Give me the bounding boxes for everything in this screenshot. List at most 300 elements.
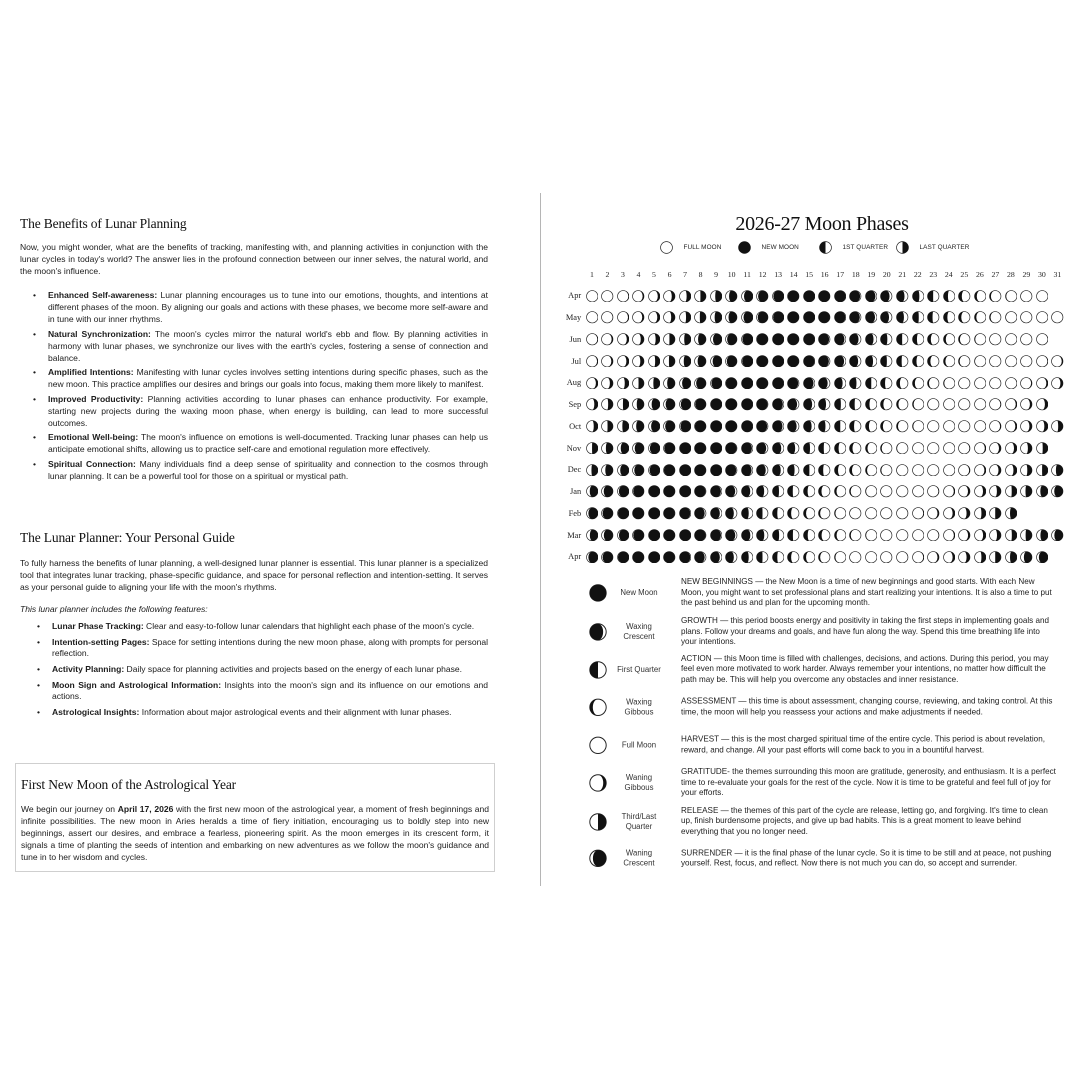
moon-day-cell	[910, 503, 926, 525]
day-number: 7	[683, 269, 687, 279]
moon-day-cell	[910, 285, 926, 307]
moon-phase-icon	[849, 311, 862, 324]
moon-phase-icon	[679, 507, 692, 520]
moon-phase-icon	[1036, 420, 1049, 433]
moon-phase-icon	[741, 355, 754, 368]
moon-day-cell	[801, 307, 817, 329]
moon-phase-icon	[958, 485, 971, 498]
moon-phase-icon	[958, 333, 971, 346]
moon-day-cell	[941, 285, 957, 307]
moon-day-cell	[724, 503, 740, 525]
moon-phase-icon	[974, 464, 987, 477]
moon-phase-icon	[958, 464, 971, 477]
moon-day-cell	[863, 307, 879, 329]
moon-day-cell	[662, 524, 678, 546]
moon-phase-icon	[943, 290, 956, 303]
moon-day-cell	[972, 437, 988, 459]
phase-row-waxing-crescent	[589, 616, 1059, 648]
moon-day-cell	[941, 437, 957, 459]
moon-shadow	[695, 464, 706, 475]
day-number: 25	[960, 269, 969, 279]
month-label: Aug	[566, 378, 582, 388]
features-intro: This lunar planner includes the following features:	[20, 604, 208, 614]
moon-phase-icon	[741, 464, 754, 477]
moon-phase-icon	[694, 529, 707, 542]
moon-shadow	[757, 508, 763, 519]
list-item	[20, 621, 488, 632]
day-number: 17	[836, 269, 845, 279]
phase-label-line: Waning	[625, 848, 653, 858]
moon-phase-icon	[632, 420, 645, 433]
moon-phase-icon	[989, 398, 1002, 411]
moon-phase-icon	[617, 529, 630, 542]
moon-day-cell	[801, 285, 817, 307]
moon-phase-icon	[1020, 442, 1033, 455]
moon-day-cell	[677, 350, 693, 372]
moon-phase-icon	[694, 377, 707, 390]
moon-day-cell	[1034, 307, 1050, 329]
empty-day-cell	[1050, 546, 1066, 568]
moon-day-cell	[755, 481, 771, 503]
moon-phase-icon	[694, 290, 707, 303]
moon-shadow	[788, 442, 796, 453]
moon-phase-icon	[679, 355, 692, 368]
moon-day-cell	[1034, 437, 1050, 459]
moon-day-cell	[693, 459, 709, 481]
moon-phase-icon	[880, 398, 893, 411]
moon-day-cell	[1003, 546, 1019, 568]
moon-phases-title: 2026-27 Moon Phases	[735, 213, 909, 235]
moon-phase-icon	[772, 442, 785, 455]
moon-day-cell	[879, 546, 895, 568]
moon-shadow	[1040, 486, 1048, 497]
moon-day-cell	[600, 459, 616, 481]
moon-phase-icon	[648, 464, 661, 477]
moon-day-cell	[1003, 372, 1019, 394]
moon-phase-icon	[741, 551, 754, 564]
moon-day-cell	[988, 546, 1004, 568]
phase-description: HARVEST — this is the most charged spiritual time of the entire cycle. This period is about revelation, reward, and change. All your past efforts will come back to you in a bountiful harvest.	[681, 734, 1045, 754]
moon-phase-icon	[617, 290, 630, 303]
moon-phase-icon	[1005, 420, 1018, 433]
moon-phase-icon	[1020, 551, 1033, 564]
day-number: 12	[758, 269, 767, 279]
moon-shadow	[1026, 529, 1032, 540]
phase-label	[609, 811, 669, 831]
moon-phase-icon	[989, 507, 1002, 520]
moon-day-cell	[646, 307, 662, 329]
list-item	[20, 328, 488, 364]
moon-phase-icon	[1051, 485, 1064, 498]
moon-day-cell	[631, 285, 647, 307]
moon-day-cell	[832, 459, 848, 481]
moon-day-cell	[941, 524, 957, 546]
moon-phase-icon	[741, 507, 754, 520]
moon-shadow	[788, 529, 794, 540]
moon-day-cell	[739, 459, 755, 481]
phase-description: SURRENDER — it is the final phase of the lunar cycle. So it is time to be still and at peace, not pushing yourself. Rest, focus, and reflect. Now there is not much you can do, so accept and surrender.	[681, 847, 1052, 868]
moon-day-cell	[926, 329, 942, 351]
list-item-term: Emotional Well-being:	[48, 432, 139, 443]
moon-phase-icon	[818, 529, 831, 542]
moon-day-cell	[662, 307, 678, 329]
moon-shadow	[995, 508, 1001, 519]
moon-shadow	[757, 355, 768, 366]
moon-phase-icon	[756, 485, 769, 498]
moon-shadow	[819, 290, 830, 301]
moon-day-cell	[801, 524, 817, 546]
moon-shadow	[788, 486, 794, 497]
list-item-text: The moon's cycles mirror the natural world's ebb and flow. By planning activities in harmony with lunar phases, we synchronize our lives with the earth's cycles, fostering a sense of connection and balance.	[48, 328, 488, 363]
moon-outline	[990, 355, 1001, 366]
moon-phase-icon	[1036, 290, 1049, 303]
moon-phase-icon	[663, 420, 676, 433]
moon-day-cell	[941, 329, 957, 351]
moon-outline	[928, 464, 939, 475]
moon-day-cell	[895, 546, 911, 568]
moon-outline	[881, 551, 892, 562]
moon-day-cell	[957, 437, 973, 459]
moon-phase-icon	[912, 507, 925, 520]
moon-shadow	[607, 421, 613, 432]
moon-day-cell	[693, 524, 709, 546]
moon-day-cell	[677, 437, 693, 459]
moon-day-cell	[941, 372, 957, 394]
moon-shadow	[1026, 486, 1032, 497]
moon-phase-icon	[989, 290, 1002, 303]
moon-phase-icon	[632, 464, 645, 477]
moon-phase-icon	[725, 311, 738, 324]
waxing-crescent-icon	[589, 623, 607, 641]
moon-phase-icon	[601, 311, 614, 324]
moon-phase-icon	[1005, 529, 1018, 542]
moon-day-cell	[755, 437, 771, 459]
phase-label	[609, 664, 669, 674]
calendar-corner	[560, 263, 584, 285]
moon-phase-icon	[989, 311, 1002, 324]
moon-phase-icon	[912, 529, 925, 542]
moon-shadow	[741, 399, 752, 410]
moon-day-cell	[677, 394, 693, 416]
moon-shadow	[710, 421, 721, 432]
moon-day-cell	[708, 416, 724, 438]
moon-day-cell	[863, 285, 879, 307]
moon-day-cell	[972, 481, 988, 503]
moon-phase-icon	[927, 355, 940, 368]
bullet-icon: •	[33, 328, 36, 339]
moon-shadow	[912, 290, 919, 301]
moon-outline	[1036, 312, 1047, 323]
moon-phase-icon	[679, 442, 692, 455]
moon-phase-icon	[787, 377, 800, 390]
moon-day-cell	[832, 394, 848, 416]
moon-day-cell	[662, 503, 678, 525]
moon-phase-icon	[834, 485, 847, 498]
list-item-term: Enhanced Self-awareness:	[48, 290, 158, 300]
moon-day-cell	[662, 546, 678, 568]
moon-shadow	[695, 442, 706, 453]
moon-day-cell	[817, 307, 833, 329]
moon-phase-icon	[694, 507, 707, 520]
moon-phase-icon	[974, 507, 987, 520]
moon-phase-icon	[648, 529, 661, 542]
moon-shadow	[680, 442, 691, 453]
moon-phase-icon	[974, 290, 987, 303]
moon-day-cell	[600, 524, 616, 546]
moon-day-cell	[910, 481, 926, 503]
day-number: 27	[991, 269, 1000, 279]
day-number: 23	[929, 269, 938, 279]
moon-phase-icon	[787, 290, 800, 303]
moon-day-cell	[832, 329, 848, 351]
moon-phase-icon	[772, 398, 785, 411]
day-number: 21	[898, 269, 907, 279]
moon-day-cell	[584, 524, 600, 546]
moon-phase-icon	[710, 442, 723, 455]
moon-day-cell	[801, 394, 817, 416]
moon-phase-icon	[834, 507, 847, 520]
moon-day-cell	[817, 394, 833, 416]
moon-phase-icon	[632, 333, 645, 346]
moon-phase-icon	[648, 420, 661, 433]
moon-day-cell	[708, 503, 724, 525]
moon-phase-icon	[896, 529, 909, 542]
moon-phase-icon	[943, 464, 956, 477]
moon-phase-icon	[834, 442, 847, 455]
day-number: 19	[867, 269, 876, 279]
moon-day-cell	[957, 503, 973, 525]
moon-phase-icon	[865, 333, 878, 346]
moon-outline	[912, 529, 923, 540]
moon-phase-icon	[803, 529, 816, 542]
moon-phase-icon	[880, 377, 893, 390]
moon-day-cell	[972, 416, 988, 438]
moon-day-cell	[1034, 416, 1050, 438]
waning-gibbous-icon	[589, 774, 607, 792]
moon-day-cell	[739, 394, 755, 416]
moon-shadow	[638, 377, 644, 388]
moon-shadow	[835, 399, 841, 410]
moon-day-cell	[895, 372, 911, 394]
moon-day-cell	[584, 372, 600, 394]
moon-phase-icon	[632, 377, 645, 390]
moon-phase-icon	[989, 529, 1002, 542]
phase-row-waning-crescent	[589, 848, 1059, 869]
phase-icon-wrap	[589, 698, 607, 716]
moon-shadow	[1056, 464, 1063, 475]
moon-shadow	[757, 551, 763, 562]
moon-day-cell	[863, 372, 879, 394]
moon-day-cell	[879, 416, 895, 438]
moon-shadow	[590, 661, 598, 677]
moon-phase-icon	[1051, 420, 1064, 433]
moon-phase-icon	[617, 398, 630, 411]
moon-day-cell	[615, 481, 631, 503]
moon-day-cell	[770, 350, 786, 372]
moon-shadow	[695, 529, 706, 540]
moon-day-cell	[724, 416, 740, 438]
moon-outline	[897, 486, 908, 497]
moon-phase-icon	[725, 507, 738, 520]
moon-day-cell	[863, 524, 879, 546]
moon-phase-icon	[803, 464, 816, 477]
last-quarter-icon	[896, 241, 909, 254]
list-item-text: Planning activities according to lunar phases can enhance productivity. For example, starting new projects during the waxing moon phase, when energy is building, can lead to more successful outcomes.	[48, 393, 488, 428]
moon-phase-icon	[865, 442, 878, 455]
phase-icon-wrap	[589, 623, 607, 641]
moon-day-cell	[786, 481, 802, 503]
moon-day-cell	[755, 307, 771, 329]
moon-day-cell	[972, 524, 988, 546]
moon-shadow	[741, 421, 752, 432]
moon-phase-icon	[912, 464, 925, 477]
moon-phase-icon	[679, 529, 692, 542]
moon-phase-icon	[896, 442, 909, 455]
moon-phase-icon	[694, 333, 707, 346]
moon-shadow	[788, 312, 799, 323]
moon-phase-icon	[912, 485, 925, 498]
moon-phase-icon	[880, 420, 893, 433]
phase-label-line: Gibbous	[624, 707, 654, 716]
moon-outline	[943, 399, 954, 410]
moon-phase-icon	[679, 464, 692, 477]
moon-day-cell	[1019, 524, 1035, 546]
moon-shadow	[788, 290, 799, 301]
moon-day-cell	[677, 459, 693, 481]
moon-outline	[586, 290, 597, 301]
moon-phase-icon	[694, 311, 707, 324]
moon-phase-icon	[648, 333, 661, 346]
moon-phase-icon	[787, 529, 800, 542]
legend-last-quarter	[896, 241, 970, 254]
moon-day-cell	[646, 524, 662, 546]
moon-day-cell	[972, 503, 988, 525]
first-new-moon-heading: First New Moon of the Astrological Year	[21, 777, 237, 792]
day-number: 29	[1022, 269, 1031, 279]
first-quarter-icon	[819, 241, 832, 254]
moon-day-cell	[662, 459, 678, 481]
list-item	[20, 664, 488, 675]
moon-day-cell	[910, 416, 926, 438]
moon-day-cell	[817, 350, 833, 372]
moon-phase-icon	[912, 290, 925, 303]
moon-shadow	[902, 241, 908, 253]
moon-day-cell	[941, 503, 957, 525]
day-number: 30	[1038, 269, 1046, 279]
moon-phase-icon	[772, 377, 785, 390]
moon-day-cell	[910, 307, 926, 329]
moon-day-cell	[600, 350, 616, 372]
moon-outline	[866, 551, 877, 562]
moon-phase-icon	[632, 485, 645, 498]
moon-phase-icon	[617, 507, 630, 520]
moon-phase-icon	[880, 551, 893, 564]
moon-phase-icon	[679, 377, 692, 390]
phase-label	[609, 740, 669, 750]
moon-phase-icon	[865, 398, 878, 411]
moon-day-cell	[941, 350, 957, 372]
moon-shadow	[623, 399, 629, 410]
moon-phase-icon	[694, 420, 707, 433]
moon-phase-icon	[1005, 355, 1018, 368]
moon-day-cell	[801, 416, 817, 438]
phase-icon-wrap	[589, 660, 607, 678]
moon-day-cell	[988, 437, 1004, 459]
moon-day-cell	[755, 329, 771, 351]
moon-day-cell	[677, 503, 693, 525]
moon-shadow	[714, 312, 721, 323]
benefits-intro: Now, you might wonder, what are the benefits of tracking, manifesting with, and planning activities in conjunction with the lunar cycles in today's world? The answer lies in the profound connection between our inner selves, the natural world, and the moon's influence.	[20, 242, 488, 276]
moon-shadow	[653, 377, 660, 388]
moon-day-cell	[863, 350, 879, 372]
day-number: 22	[913, 269, 922, 279]
moon-day-cell	[1050, 416, 1066, 438]
moon-phase-icon	[710, 551, 723, 564]
moon-shadow	[897, 355, 903, 366]
moon-phase-icon	[787, 355, 800, 368]
moon-day-cell	[1050, 307, 1066, 329]
moon-shadow	[670, 334, 676, 345]
moon-day-cell	[879, 524, 895, 546]
moon-day-cell	[879, 503, 895, 525]
moon-day-cell	[1003, 437, 1019, 459]
phase-icon-wrap	[589, 812, 607, 830]
moon-day-cell	[615, 503, 631, 525]
moon-day-cell	[926, 437, 942, 459]
moon-day-cell	[770, 437, 786, 459]
moon-phase-icon	[803, 442, 816, 455]
moon-phase-icon	[741, 377, 754, 390]
moon-shadow	[803, 355, 814, 366]
moon-phase-icon	[803, 333, 816, 346]
moon-phase-icon	[725, 398, 738, 411]
empty-day-cell	[1050, 285, 1066, 307]
list-item-text: Manifesting with lunar cycles involves setting intentions during specific phases, such as the new moon. This practice amplifies our desires and brings our goals into focus, making them more likely to manifest.	[48, 367, 488, 390]
moon-shadow	[835, 312, 846, 323]
moon-phase-icon	[865, 355, 878, 368]
full-moon-icon	[660, 241, 673, 254]
day-number: 8	[698, 269, 703, 279]
moon-shadow	[850, 377, 857, 388]
moon-shadow	[1010, 508, 1017, 519]
moon-phase-icon	[679, 485, 692, 498]
moon-phase-icon	[849, 551, 862, 564]
phase-label-line: First Quarter	[617, 664, 661, 674]
moon-day-cell	[739, 350, 755, 372]
moon-day-cell	[708, 481, 724, 503]
moon-day-cell	[739, 437, 755, 459]
moon-day-cell	[724, 307, 740, 329]
legend-full-moon	[660, 241, 722, 254]
phase-icon-wrap	[589, 774, 607, 792]
moon-outline	[1005, 355, 1016, 366]
phase-row-last-quarter	[589, 805, 1059, 837]
moon-phase-icon	[663, 551, 676, 564]
moon-shadow	[866, 377, 872, 388]
moon-phase-icon	[974, 485, 987, 498]
moon-day-cell	[895, 307, 911, 329]
moon-phase-icon	[586, 507, 599, 520]
moon-phase-icon	[896, 398, 909, 411]
month-label: Nov	[566, 443, 582, 453]
moon-shadow	[773, 312, 784, 323]
moon-phase-icon	[601, 398, 614, 411]
moon-day-cell	[957, 329, 973, 351]
moon-day-cell	[677, 329, 693, 351]
moon-day-cell	[817, 524, 833, 546]
moon-day-cell	[832, 350, 848, 372]
moon-outline	[881, 508, 892, 519]
